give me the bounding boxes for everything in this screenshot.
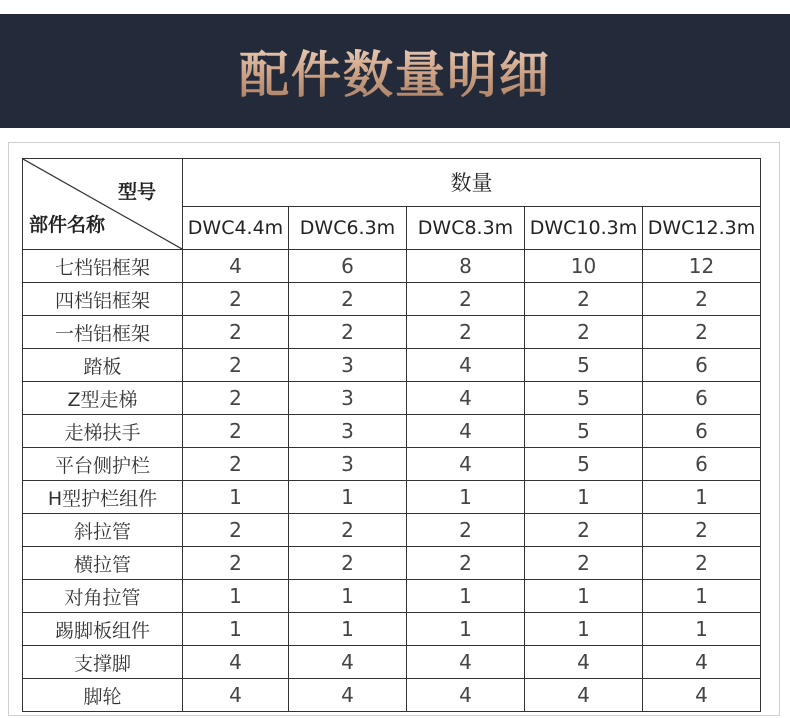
quantity-cell: 1 — [643, 613, 761, 646]
quantity-cell: 1 — [407, 613, 525, 646]
table-row — [23, 382, 761, 415]
part-name-cell: 一档铝框架 — [23, 316, 183, 349]
quantity-cell: 1 — [183, 613, 289, 646]
quantity-cell: 4 — [525, 679, 643, 712]
model-header: DWC8.3m — [407, 206, 525, 249]
quantity-cell: 6 — [643, 415, 761, 448]
quantity-cell: 4 — [407, 415, 525, 448]
quantity-cell: 4 — [407, 448, 525, 481]
part-name-cell: 平台侧护栏 — [23, 448, 183, 481]
quantity-cell: 2 — [525, 514, 643, 547]
quantity-cell: 4 — [643, 646, 761, 679]
part-name-cell: 支撑脚 — [23, 646, 183, 679]
quantity-cell: 5 — [525, 448, 643, 481]
quantity-cell: 2 — [407, 316, 525, 349]
table-row — [23, 415, 761, 448]
quantity-cell: 2 — [183, 349, 289, 382]
quantity-cell: 2 — [183, 514, 289, 547]
page-title: 配件数量明细 — [239, 35, 551, 107]
quantity-cell: 4 — [289, 679, 407, 712]
quantity-cell: 2 — [643, 283, 761, 316]
quantity-cell: 4 — [525, 646, 643, 679]
quantity-cell: 1 — [525, 580, 643, 613]
title-banner — [0, 14, 790, 128]
model-header: DWC4.4m — [183, 206, 289, 249]
quantity-cell: 1 — [643, 580, 761, 613]
quantity-cell: 4 — [643, 679, 761, 712]
quantity-cell: 4 — [289, 646, 407, 679]
part-name-cell: 对角拉管 — [23, 580, 183, 613]
quantity-cell: 10 — [525, 250, 643, 283]
quantity-cell: 2 — [643, 547, 761, 580]
table-row — [23, 283, 761, 316]
table-row — [23, 250, 761, 283]
quantity-cell: 2 — [643, 514, 761, 547]
part-name-cell: 横拉管 — [23, 547, 183, 580]
table-row — [23, 580, 761, 613]
quantity-cell: 2 — [289, 514, 407, 547]
part-name-cell: 四档铝框架 — [23, 283, 183, 316]
quantity-cell: 2 — [407, 514, 525, 547]
quantity-cell: 1 — [183, 580, 289, 613]
table-row — [23, 679, 761, 712]
parts-quantity-table — [22, 158, 761, 712]
table-row — [23, 646, 761, 679]
quantity-cell: 6 — [643, 448, 761, 481]
model-header: DWC12.3m — [643, 206, 761, 249]
quantity-cell: 4 — [407, 382, 525, 415]
quantity-cell: 1 — [407, 481, 525, 514]
quantity-cell: 2 — [407, 547, 525, 580]
top-strip — [0, 0, 790, 14]
quantity-cell: 2 — [289, 547, 407, 580]
part-axis-label: 部件名称 — [29, 214, 106, 236]
table-body — [23, 250, 761, 712]
quantity-cell: 6 — [643, 349, 761, 382]
table-row — [23, 514, 761, 547]
quantity-cell: 1 — [289, 481, 407, 514]
quantity-cell: 2 — [525, 283, 643, 316]
part-name-cell: 七档铝框架 — [23, 250, 183, 283]
quantity-cell: 3 — [289, 349, 407, 382]
quantity-cell: 2 — [183, 415, 289, 448]
quantity-cell: 2 — [183, 547, 289, 580]
quantity-cell: 5 — [525, 415, 643, 448]
quantity-cell: 2 — [183, 283, 289, 316]
part-name-cell: 脚轮 — [23, 679, 183, 712]
quantity-cell: 3 — [289, 448, 407, 481]
model-header: DWC10.3m — [525, 206, 643, 249]
quantity-cell: 2 — [183, 316, 289, 349]
model-axis-label: 型号 — [117, 181, 156, 203]
table-row — [23, 481, 761, 514]
quantity-cell: 6 — [643, 382, 761, 415]
quantity-header: 数量 — [183, 159, 761, 207]
quantity-cell: 4 — [407, 646, 525, 679]
quantity-cell: 12 — [643, 250, 761, 283]
quantity-cell: 4 — [183, 646, 289, 679]
table-corner-header — [23, 159, 183, 250]
part-name-cell: 踢脚板组件 — [23, 613, 183, 646]
part-name-cell: 走梯扶手 — [23, 415, 183, 448]
quantity-cell: 1 — [525, 481, 643, 514]
quantity-cell: 4 — [183, 679, 289, 712]
quantity-cell: 3 — [289, 382, 407, 415]
quantity-cell: 5 — [525, 349, 643, 382]
quantity-cell: 1 — [525, 613, 643, 646]
quantity-cell: 2 — [289, 316, 407, 349]
table-row — [23, 547, 761, 580]
quantity-cell: 1 — [407, 580, 525, 613]
table-row — [23, 349, 761, 382]
part-name-cell: Z型走梯 — [23, 382, 183, 415]
table-row — [23, 613, 761, 646]
quantity-cell: 2 — [525, 547, 643, 580]
table-row — [23, 316, 761, 349]
quantity-cell: 4 — [407, 679, 525, 712]
quantity-cell: 5 — [525, 382, 643, 415]
quantity-cell: 4 — [183, 250, 289, 283]
quantity-cell: 2 — [289, 283, 407, 316]
quantity-cell: 2 — [183, 382, 289, 415]
quantity-cell: 4 — [407, 349, 525, 382]
quantity-cell: 2 — [525, 316, 643, 349]
quantity-cell: 2 — [407, 283, 525, 316]
model-header: DWC6.3m — [289, 206, 407, 249]
part-name-cell: H型护栏组件 — [23, 481, 183, 514]
quantity-cell: 1 — [289, 580, 407, 613]
quantity-cell: 1 — [289, 613, 407, 646]
quantity-cell: 1 — [183, 481, 289, 514]
table-row — [23, 448, 761, 481]
quantity-cell: 1 — [643, 481, 761, 514]
part-name-cell: 斜拉管 — [23, 514, 183, 547]
quantity-cell: 2 — [183, 448, 289, 481]
quantity-cell: 8 — [407, 250, 525, 283]
quantity-cell: 2 — [643, 316, 761, 349]
quantity-cell: 3 — [289, 415, 407, 448]
part-name-cell: 踏板 — [23, 349, 183, 382]
quantity-cell: 6 — [289, 250, 407, 283]
